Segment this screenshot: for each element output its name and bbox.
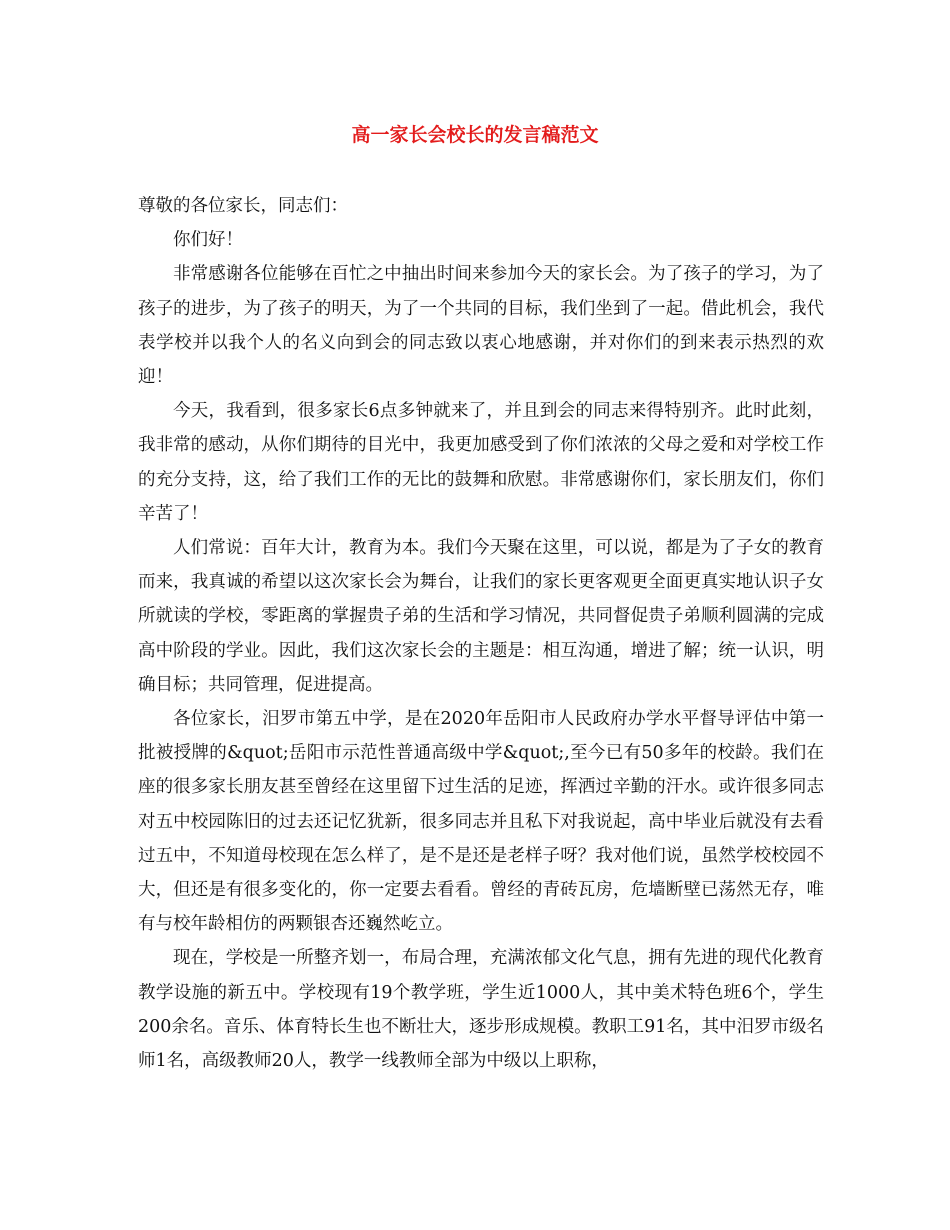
paragraph-greeting: 你们好！ — [173, 230, 243, 251]
paragraph-thanks: 非常感谢各位能够在百忙之中抽出时间来参加今天的家长会。为了孩子的学习，为了孩子的进步，为了孩子的明天，为了一个共同的目标，我们坐到了一起。借此机会，我代表学校并以我个人的名义向到会的同志致以衷心地感谢，并对你们的到来表示热烈的欢迎！ — [138, 264, 824, 388]
document-body — [138, 189, 824, 1078]
paragraph-school-now: 现在，学校是一所整齐划一，布局合理，充满浓郁文化气息，拥有先进的现代化教育教学设施的新五中。学校现有19个教学班，学生近1000人，其中美术特色班6个，学生200余名。音乐、体育特长生也不断壮大，逐步形成规模。教职工91名，其中汨罗市级名师1名，高级教师20人，教学一线教师全部为中级以上职称， — [138, 948, 824, 1072]
paragraph-today: 今天，我看到，很多家长6点多钟就来了，并且到会的同志来得特别齐。此时此刻，我非常的感动，从你们期待的目光中，我更加感受到了你们浓浓的父母之爱和对学校工作的充分支持，这，给了我们工作的无比的鼓舞和欣慰。非常感谢你们，家长朋友们，你们辛苦了！ — [138, 401, 824, 524]
document-title: 高一家长会校长的发言稿范文 — [351, 124, 599, 146]
paragraph-school-history: 各位家长，汨罗市第五中学，是在2020年岳阳市人民政府办学水平督导评估中第一批被授牌的&quot;岳阳市示范性普通高级中学&quot;,至今已有50多年的校龄。我们在座的很多家长朋友甚至曾经在这里留下过生活的足迹，挥洒过辛勤的汗水。或许很多同志对五中校园陈旧的过去还记忆犹新，很多同志并且私下对我说起，高中毕业后就没有去看过五中，不知道母校现在怎么样了，是不是还是老样子呀？我对他们说，虽然学校校园不大，但还是有很多变化的，你一定要去看看。曾经的青砖瓦房，危墙断壁已荡然无存，唯有与校年龄相仿的两颗银杏还巍然屹立。 — [138, 709, 824, 935]
paragraph-education: 人们常说：百年大计，教育为本。我们今天聚在这里，可以说，都是为了子女的教育而来，我真诚的希望以这次家长会为舞台，让我们的家长更客观更全面更真实地认识子女所就读的学校，零距离的掌握贵子弟的生活和学习情况，共同督促贵子弟顺利圆满的完成高中阶段的学业。因此，我们这次家长会的主题是：相互沟通，增进了解；统一认识，明确目标；共同管理，促进提高。 — [138, 538, 824, 695]
salutation: 尊敬的各位家长，同志们： — [138, 196, 348, 216]
